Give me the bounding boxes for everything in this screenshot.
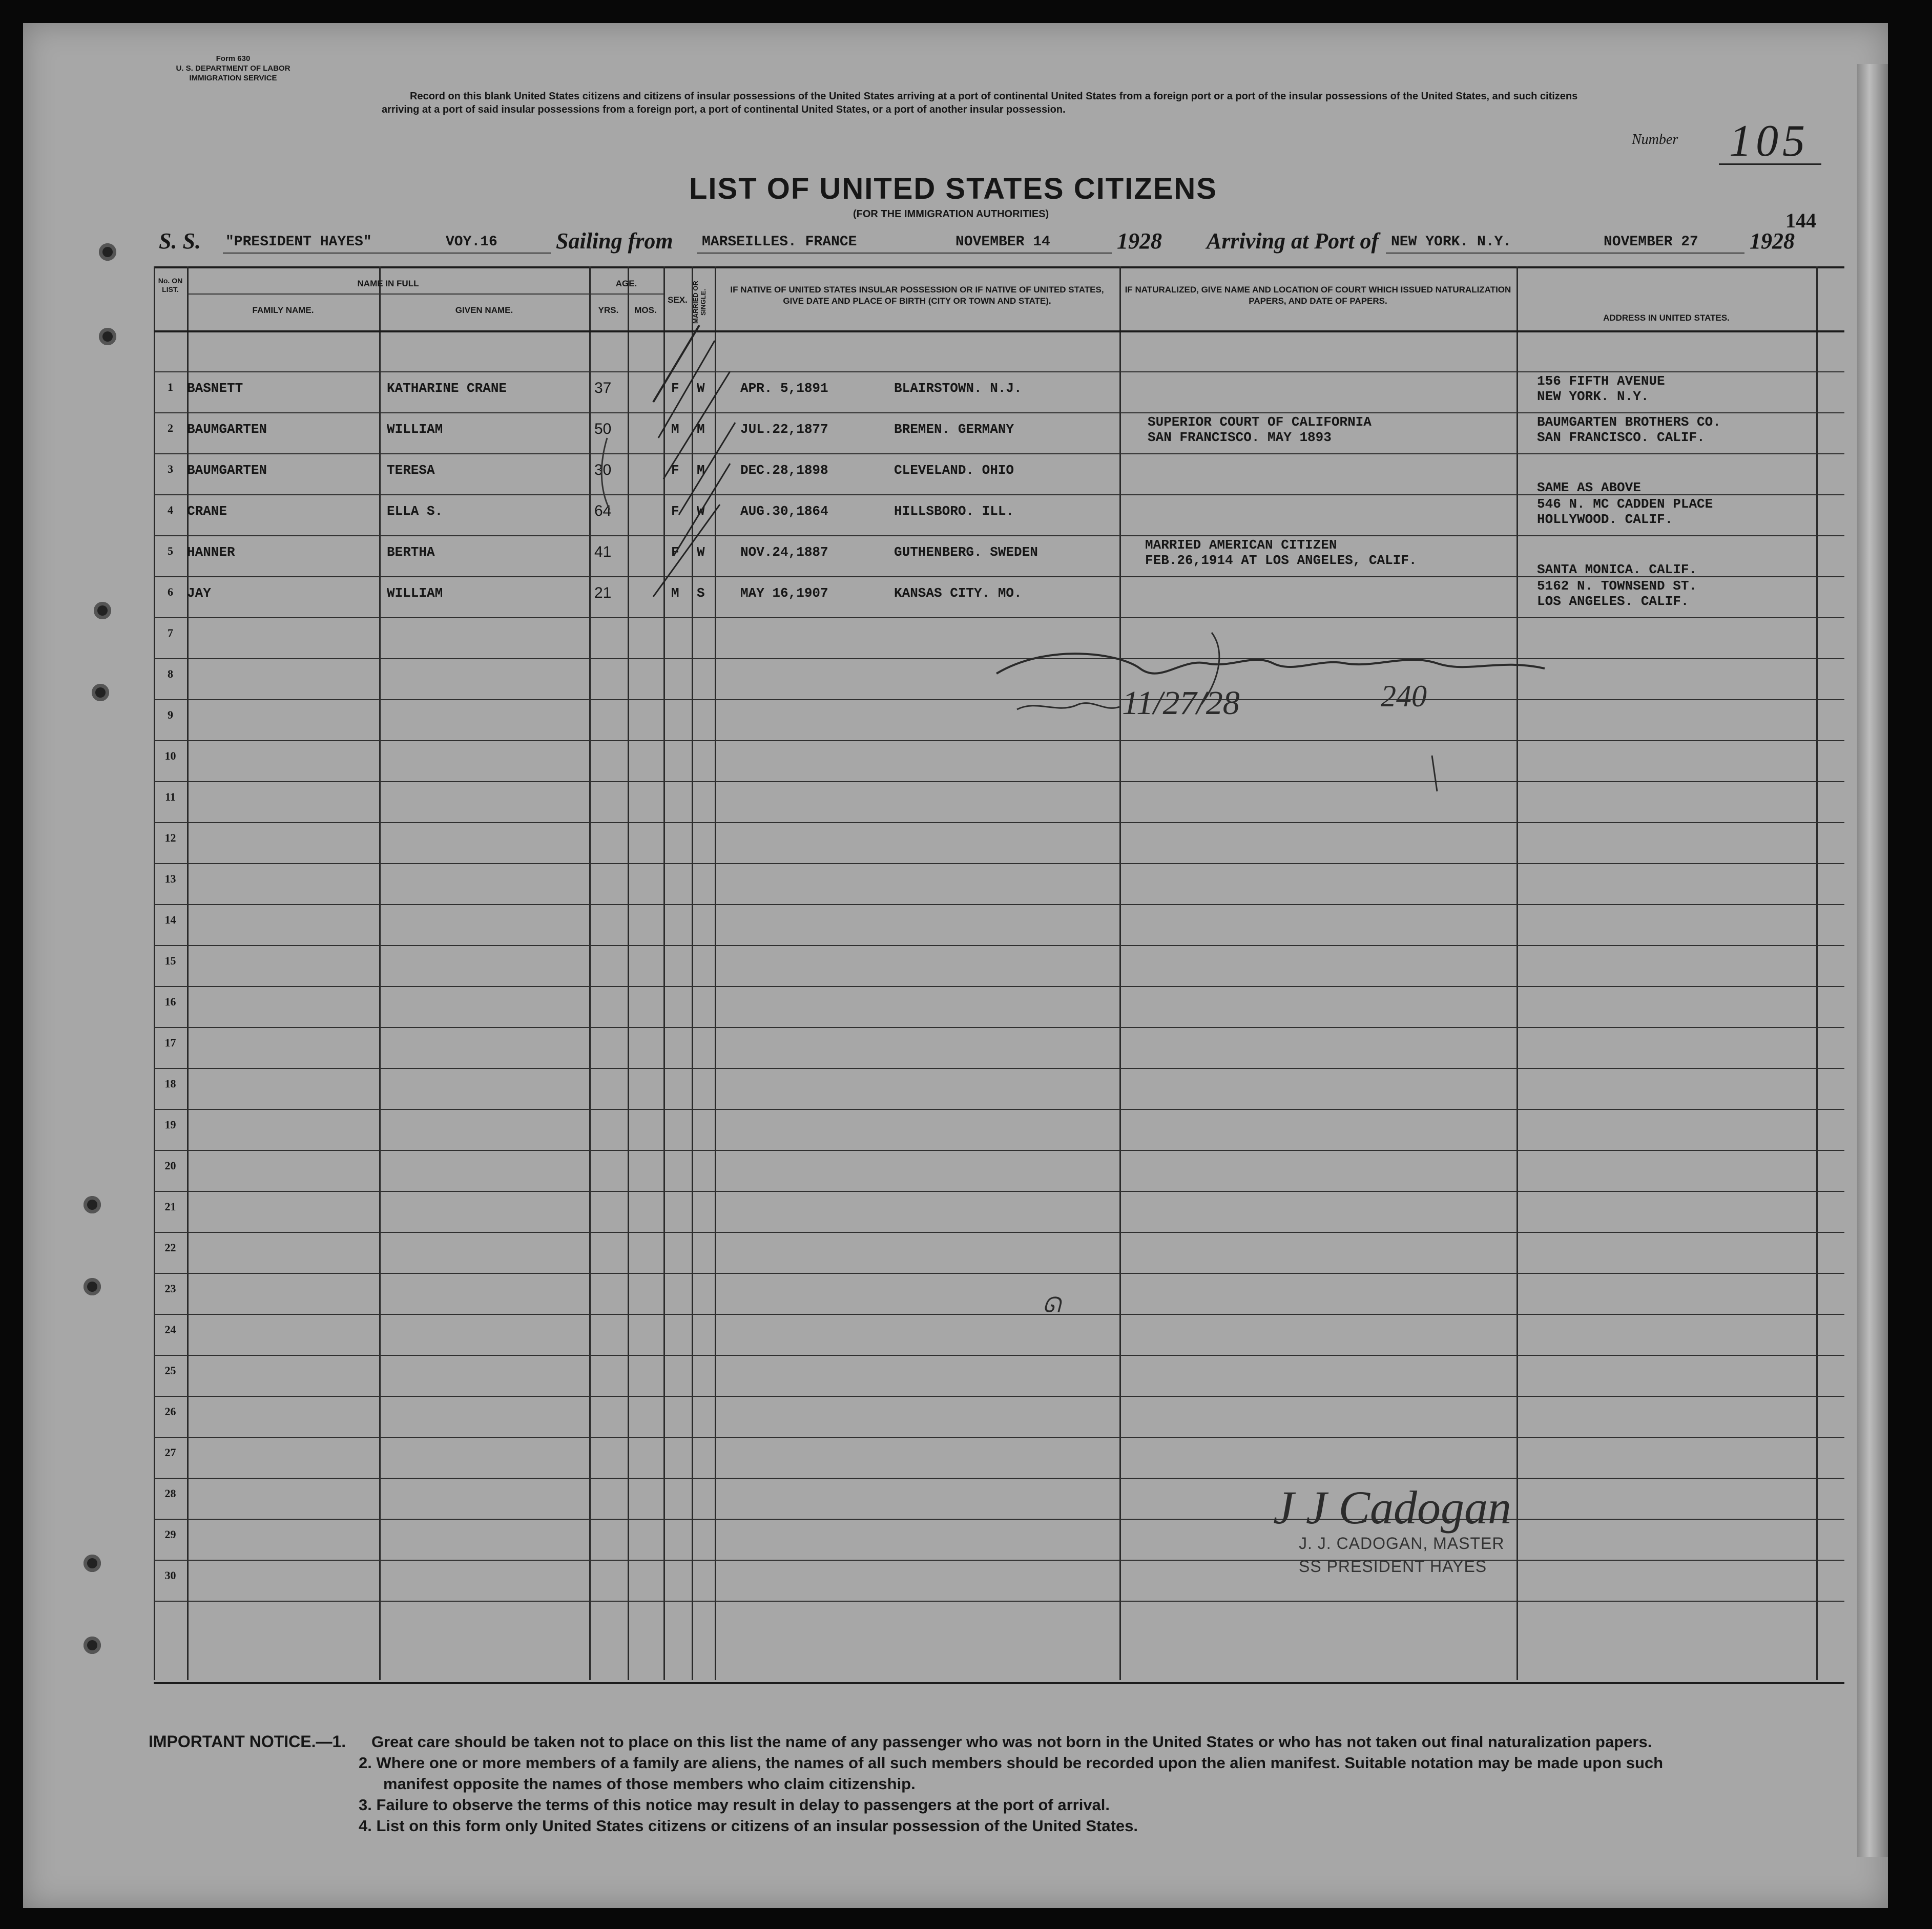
- row-rule: [154, 986, 1844, 987]
- page-edge: [1857, 64, 1888, 1857]
- punch-hole: [84, 1637, 101, 1654]
- row-rule: [154, 576, 1844, 577]
- family-name: JAY: [187, 585, 211, 601]
- margin-mark: ᘏ: [1043, 1294, 1061, 1317]
- birth-place: BREMEN. GERMANY: [894, 422, 1014, 437]
- ship-line: [159, 228, 201, 254]
- sex: F: [671, 463, 679, 478]
- sex: F: [671, 381, 679, 396]
- row-rule: [154, 1232, 1844, 1233]
- address-line-2: SAN FRANCISCO. CALIF.: [1537, 430, 1705, 445]
- row-rule: [154, 1150, 1844, 1151]
- header-naturalized: IF NATURALIZED, GIVE NAME AND LOCATION OF COURT WHICH ISSUED NATURALIZATION PAPERS, AND DATE OF PAPERS.: [1125, 285, 1511, 306]
- row-rule: [154, 453, 1844, 454]
- ship-name: "PRESIDENT HAYES": [225, 234, 372, 250]
- age-years: 50: [594, 421, 612, 437]
- notice-item-2-cont: manifest opposite the names of those members who claim citizenship.: [383, 1775, 916, 1793]
- row-number: 30: [164, 1569, 176, 1582]
- row-number: 25: [164, 1364, 176, 1377]
- ship-underline: [223, 253, 551, 254]
- form-service: IMMIGRATION SERVICE: [189, 74, 277, 82]
- header-birth: IF NATIVE OF UNITED STATES INSULAR POSSESSION OR IF NATIVE OF UNITED STATES, GIVE DATE AND PLACE OF BIRTH (CITY OR TOWN AND STATE).: [730, 285, 1104, 306]
- col-divider: [589, 266, 591, 1680]
- header-age: AGE.: [615, 279, 637, 288]
- ship-voyage: VOY.16: [446, 234, 497, 250]
- sailing-from: MARSEILLES. FRANCE: [702, 234, 857, 250]
- form-number: Form 630: [216, 54, 251, 63]
- marital-status: M: [697, 463, 705, 478]
- header-no-on-list: No. ON LIST.: [158, 277, 183, 293]
- family-name: HANNER: [187, 544, 235, 560]
- notice-heading: IMPORTANT NOTICE.—1.: [149, 1732, 346, 1751]
- stamp-master-name: J. J. CADOGAN, MASTER: [1299, 1534, 1505, 1553]
- sailing-label: Sailing from: [556, 228, 673, 254]
- row-rule: [154, 1273, 1844, 1274]
- header-family-name: FAMILY NAME.: [252, 305, 314, 315]
- sailing-underline: [697, 253, 1112, 254]
- row-rule: [154, 617, 1844, 618]
- address-line-1: 156 FIFTH AVENUE: [1537, 373, 1665, 389]
- table-border-left: [154, 266, 155, 1680]
- inspector-code: 240: [1381, 679, 1427, 713]
- inspector-date: 11/27/28: [1122, 684, 1240, 722]
- birth-date: JUL.22,1877: [740, 422, 828, 437]
- row-rule: [154, 494, 1844, 495]
- row-number: 29: [164, 1528, 176, 1541]
- header-age-years: YRS.: [598, 305, 619, 315]
- header-sex: SEX.: [668, 295, 688, 305]
- intro-text: Record on this blank United States citizens and citizens of insular possessions of the United States arriving at a port of continental United States from a foreign port or a port of the insular possessions of the United States, and such citizens arriving at a port of said insular possessions from a foreign port, a port of continental United States, or a port of another insular possession.: [382, 91, 1578, 115]
- row-number: 6: [168, 585, 173, 598]
- row-rule: [154, 1068, 1844, 1069]
- master-signature: J J Cadogan: [1273, 1481, 1512, 1534]
- header-married-single: MARRIED OR SINGLE.: [692, 281, 707, 324]
- header-bottom-line: [154, 330, 1844, 332]
- sex: M: [671, 585, 679, 601]
- row-number: 17: [164, 1036, 176, 1049]
- stamp-ship-name: SS PRESIDENT HAYES: [1299, 1557, 1487, 1576]
- row-rule: [154, 1478, 1844, 1479]
- sex: F: [671, 544, 679, 560]
- given-name: WILLIAM: [387, 585, 443, 601]
- arriving-date: NOVEMBER 27: [1604, 234, 1698, 250]
- sailing-year: 1928: [1117, 228, 1162, 254]
- number-underline: [1719, 163, 1821, 165]
- manifest-page: [23, 23, 1888, 1908]
- marital-status: M: [697, 422, 705, 437]
- given-name: TERESA: [387, 463, 435, 478]
- marital-status: W: [697, 544, 705, 560]
- form-department: U. S. DEPARTMENT OF LABOR: [176, 64, 290, 73]
- row-rule: [154, 1601, 1844, 1602]
- family-name: BAUMGARTEN: [187, 463, 267, 478]
- sex: M: [671, 422, 679, 437]
- punch-hole: [94, 602, 111, 619]
- given-name: WILLIAM: [387, 422, 443, 437]
- row-rule: [154, 412, 1844, 413]
- family-name: BAUMGARTEN: [187, 422, 267, 437]
- address-line-1: BAUMGARTEN BROTHERS CO.: [1537, 414, 1721, 430]
- notice-item-4: 4. List on this form only United States citizens or citizens of an insular possession of the United States.: [359, 1817, 1138, 1835]
- punch-hole: [99, 328, 116, 345]
- row-rule: [154, 1191, 1844, 1192]
- address-line-2: NEW YORK. N.Y.: [1537, 389, 1649, 404]
- marital-status: W: [697, 381, 705, 396]
- birth-date: MAY 16,1907: [740, 585, 828, 601]
- row-number: 16: [164, 995, 176, 1008]
- address-line-2: HOLLYWOOD. CALIF.: [1537, 512, 1673, 527]
- age-years: 21: [594, 584, 612, 601]
- row-number: 21: [164, 1200, 176, 1213]
- row-rule: [154, 535, 1844, 536]
- family-name: BASNETT: [187, 381, 243, 396]
- birth-date: AUG.30,1864: [740, 504, 828, 519]
- age-years: 37: [594, 380, 612, 396]
- row-rule: [154, 822, 1844, 823]
- row-rule: [154, 1437, 1844, 1438]
- punch-hole: [84, 1555, 101, 1572]
- punch-hole: [84, 1278, 101, 1295]
- row-number: 24: [164, 1323, 176, 1336]
- page-number: 144: [1785, 209, 1816, 232]
- row-rule: [154, 904, 1844, 905]
- naturalization-line-1: MARRIED AMERICAN CITIZEN: [1145, 537, 1337, 553]
- punch-hole: [92, 684, 109, 701]
- arriving-port: NEW YORK. N.Y.: [1391, 234, 1512, 250]
- citizens-table: [154, 266, 1844, 1684]
- sailing-date: NOVEMBER 14: [955, 234, 1050, 250]
- arriving-year: 1928: [1750, 228, 1795, 254]
- row-rule: [154, 1027, 1844, 1028]
- row-number: 18: [164, 1077, 176, 1090]
- col-divider: [1816, 266, 1818, 1680]
- ship-prefix: S. S.: [159, 228, 201, 254]
- row-number: 28: [164, 1487, 176, 1500]
- row-rule: [154, 863, 1844, 864]
- row-number: 5: [168, 544, 173, 557]
- row-rule: [154, 1396, 1844, 1397]
- number-value: 105: [1729, 116, 1809, 166]
- sex: F: [671, 504, 679, 519]
- row-number: 20: [164, 1159, 176, 1172]
- page-subtitle: (FOR THE IMMIGRATION AUTHORITIES): [853, 208, 1049, 220]
- birth-place: CLEVELAND. OHIO: [894, 463, 1014, 478]
- birth-date: APR. 5,1891: [740, 381, 828, 396]
- marital-status: W: [697, 504, 705, 519]
- birth-place: KANSAS CITY. MO.: [894, 585, 1022, 601]
- notice-item-3: 3. Failure to observe the terms of this notice may result in delay to passengers at the port of arrival.: [359, 1796, 1110, 1814]
- birth-place: HILLSBORO. ILL.: [894, 504, 1014, 519]
- address-line-1: 546 N. MC CADDEN PLACE: [1537, 496, 1713, 512]
- row-number: 3: [168, 463, 173, 475]
- col-divider: [379, 266, 381, 1680]
- row-number: 1: [168, 381, 173, 393]
- row-rule: [154, 945, 1844, 946]
- naturalization-line-2: FEB.26,1914 AT LOS ANGELES, CALIF.: [1145, 553, 1417, 568]
- notice-item-1: Great care should be taken not to place on this list the name of any passenger who was not born in the United States or who has not taken out final naturalization papers.: [371, 1733, 1652, 1751]
- row-number: 9: [168, 708, 173, 721]
- address-line-1: 5162 N. TOWNSEND ST.: [1537, 578, 1697, 594]
- birth-place: GUTHENBERG. SWEDEN: [894, 544, 1038, 560]
- header-age-months: MOS.: [634, 305, 657, 315]
- row-number: 26: [164, 1405, 176, 1418]
- row-number: 19: [164, 1118, 176, 1131]
- marital-status: S: [697, 585, 705, 601]
- punch-hole: [84, 1196, 101, 1213]
- row-number: 2: [168, 422, 173, 434]
- address-line-2: LOS ANGELES. CALIF.: [1537, 594, 1689, 609]
- row-rule: [154, 1109, 1844, 1110]
- arriving-underline: [1386, 253, 1744, 254]
- birth-date: NOV.24,1887: [740, 544, 828, 560]
- check-marks: [597, 310, 761, 617]
- arriving-label: Arriving at Port of: [1207, 228, 1379, 254]
- row-rule: [154, 371, 1844, 372]
- header-name-in-full: NAME IN FULL: [357, 279, 419, 288]
- col-divider: [187, 266, 189, 1680]
- header-address: ADDRESS IN UNITED STATES.: [1603, 313, 1730, 323]
- family-name: CRANE: [187, 504, 227, 519]
- form-identifier: [126, 54, 341, 83]
- row-rule: [154, 1519, 1844, 1520]
- punch-hole: [99, 243, 116, 261]
- row-rule: [154, 1314, 1844, 1315]
- row-number: 8: [168, 667, 173, 680]
- col-divider: [1119, 266, 1121, 1680]
- naturalization-line-1: SUPERIOR COURT OF CALIFORNIA: [1148, 414, 1372, 430]
- row-number: 27: [164, 1446, 176, 1459]
- birth-place: BLAIRSTOWN. N.J.: [894, 381, 1022, 396]
- row-number: 12: [164, 831, 176, 844]
- row-number: 23: [164, 1282, 176, 1295]
- address-line-1: SAME AS ABOVE: [1537, 480, 1641, 495]
- page-title: LIST OF UNITED STATES CITIZENS: [689, 172, 1217, 205]
- row-rule: [154, 1560, 1844, 1561]
- given-name: KATHARINE CRANE: [387, 381, 507, 396]
- row-number: 14: [164, 913, 176, 926]
- age-years: 64: [594, 502, 612, 519]
- name-subheader-line: [187, 293, 589, 295]
- number-label: Number: [1632, 132, 1678, 148]
- header-given-name: GIVEN NAME.: [455, 305, 513, 315]
- birth-date: DEC.28,1898: [740, 463, 828, 478]
- row-number: 4: [168, 504, 173, 516]
- given-name: BERTHA: [387, 544, 435, 560]
- row-number: 7: [168, 626, 173, 639]
- col-divider: [1516, 266, 1518, 1680]
- age-years: 30: [594, 462, 612, 478]
- row-number: 22: [164, 1241, 176, 1254]
- notice-item-2: 2. Where one or more members of a family are aliens, the names of all such members should be recorded upon the alien manifest. Suitable notation may be made upon such: [359, 1754, 1664, 1772]
- row-number: 15: [164, 954, 176, 967]
- given-name: ELLA S.: [387, 504, 443, 519]
- row-number: 13: [164, 872, 176, 885]
- age-subheader-line: [589, 293, 663, 295]
- row-number: 10: [164, 749, 176, 762]
- address-line-1: SANTA MONICA. CALIF.: [1537, 562, 1697, 577]
- naturalization-line-2: SAN FRANCISCO. MAY 1893: [1148, 430, 1332, 445]
- inspector-scrawl: [986, 622, 1575, 796]
- row-rule: [154, 1355, 1844, 1356]
- age-years: 41: [594, 543, 612, 560]
- row-number: 11: [165, 790, 176, 803]
